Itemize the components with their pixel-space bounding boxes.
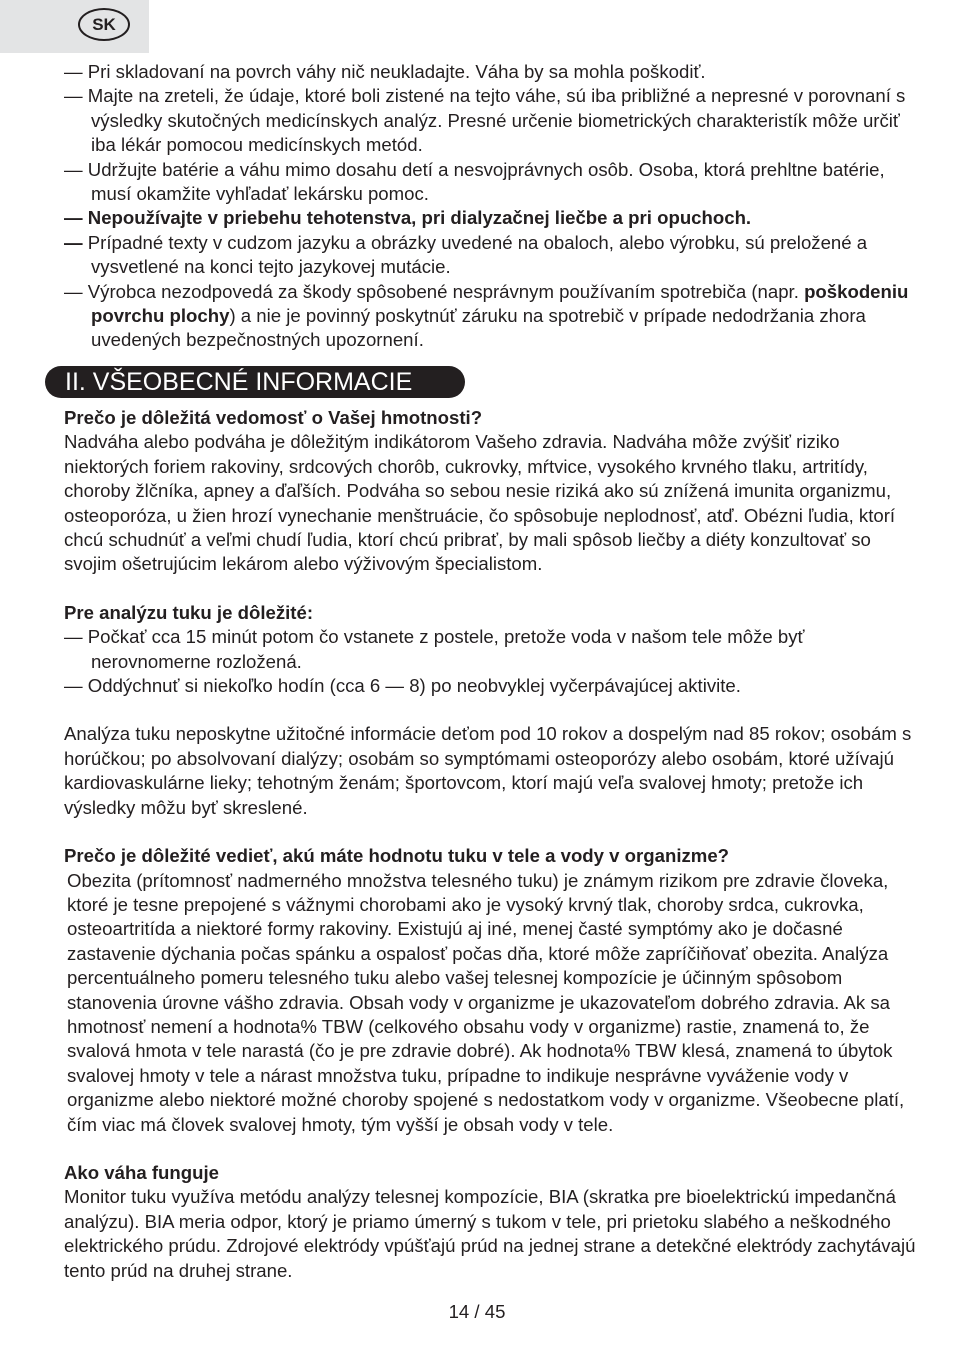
page-number: 14 / 45 [448, 1301, 506, 1322]
bullet-item: — Pri skladovaní na povrch váhy nič neukladajte. Váha by sa mohla poškodiť. [64, 61, 706, 82]
bullet-item: — Majte na zreteli, že údaje, ktoré boli zistené na tejto váhe, sú iba približné a nepresné v porovnaní s výsledky skutočných medicínskych analýz. Presné určenie biometrických charakteristík môže určiť iba lékár pomocou medicínskych metód. [64, 85, 906, 156]
weight-importance-heading: Prečo je dôležitá vedomosť o Vašej hmotnosti? [64, 407, 483, 428]
how-it-works-heading: Ako váha funguje [64, 1161, 219, 1183]
fat-water-heading: Prečo je dôležité vedieť, akú máte hodnotu tuku v tele a vody v organizme? [64, 845, 730, 867]
fat-analysis-note: Analýza tuku neposkytne užitočné informácie deťom pod 10 rokov a dospelým nad 85 rokov; osobám s horúčkou; po absolvovaní dialýzy; osobám so symptómami osteoporózy alebo osobám, ktoré užívajú kardiovaskulárne lieky; tehotným ženám; športovcom, ktorí majú veľa svalovej hmoty; pretože ich výsledky môžu byť skreslené. [64, 723, 912, 818]
bullet-item: — Prípadné texty v cudzom jazyku a obrázky uvedené na obaloch, alebo výrobku, sú preložené a vysvetlené na konci tejto jazykovej mutácie. [64, 231, 868, 278]
bullet-item: — Výrobca nezodpovedá za škody spôsobené nesprávnym používaním spotrebiča (napr. poškodeniu povrchu plochy) a nie je povinný poskytnúť záruku na spotrebič v prípade nedodržania zhora uvedených bezpečnostných upozornení. [64, 280, 909, 351]
weight-importance-body: Nadváha alebo podváha je dôležitým indikátorom Vašeho zdravia. Nadváha môže zvýšiť riziko niektorých foriem rakoviny, srdcových chorôb, cukrovky, mŕtvice, vysokého krvného tlaku, artritídy, choroby žlčníka, apney a ďaľších. Podváha so sebou nesie riziká ako sú znížená imunita organizmu, osteoporóza, u žien hrozí vynechanie menštruácie, čo spôsobuje neplodnosť, atď. Obézni ľudia, ktorí chcú schudnúť a veľmi chudí ľudia, ktorí chcú pribrať, by mali spôsob liečby a diéty konzultovať so svojim ošetrujúcim lekárom alebo výživovým špecialistom. [64, 431, 896, 575]
bullet-item: — Udržujte batérie a váhu mimo dosahu detí a nesvojprávnych osôb. Osoba, ktorá prehltne batérie, musí okamžite vyhľadať lekársku pomoc. [64, 158, 885, 205]
how-it-works-body: Monitor tuku využíva metódu analýzy telesnej kompozície, BIA (skratka pre bioelektrickú impedančná analýzu). BIA meria odpor, ktorý je priamo úmerný s tukom v tele, pri prietoku slabého a neškodného elektrického prúdu. Zdrojové elektródy vpúšťajú prúd na jednej strane a detekčné elektródy zachytávajú tento prúd na druhej strane. [64, 1186, 916, 1281]
language-badge: SK [78, 8, 130, 41]
fat-water-body: Obezita (prítomnosť nadmerného množstva telesného tuku) je známym rizikom pre zdravie človeka, ktoré je tesne prepojené s vážnymi chorobami ako je vysoký krvný tlak, choroby srdca, cukrovka, osteoartritída a niektoré formy rakoviny. Existujú aj iné, menej časté symptómy ako je dočasné zastavenie dýchania počas spánku a ospalosť počas dňa, ktoré môže zapríčiňovať obezita. Analýza percentuálneho pomeru telesného tuku alebo vašej telesnej kompozície je účinným spôsobom stanovenia úrovne vášho zdravia. Obsah vody v organizme je ukazovateľom dobrého zdravia. Ak sa hmotnosť nemení a hodnota% TBW (celkového obsahu vody v organizme) rastie, znamená to, že svalová hmota v tele narastá (čo je pre zdravie dobré). Ak hodnota% TBW klesá, znamená to úbytok svalovej hmoty v tele a nárast množstva tuku, prípadne to indikuje nesprávne vyváženie vody v organizme alebo niektoré možné choroby spojené s nedostatkom vody v organizme. Všeobecne platí, čím viac má človek svalovej hmoty, tým vyšší je obsah vody v tele. [67, 869, 905, 1135]
fat-analysis-item: — Počkať cca 15 minút potom čo vstanete z postele, pretože voda v našom tele môže byť nerovnomerne rozložená. [64, 626, 805, 672]
language-tab [0, 0, 149, 53]
section-title: II. VŠEOBECNÉ INFORMACIE [45, 366, 465, 398]
safety-bullets [64, 60, 924, 353]
bullet-item-bold: — Nepoužívajte v priebehu tehotenstva, pri dialyzačnej liečbe a pri opuchoch. [64, 207, 752, 229]
fat-analysis-item: — Oddýchnuť si niekoľko hodín (cca 6 — 8) po neobvyklej vyčerpávajúcej aktivite. [64, 675, 741, 697]
fat-analysis-heading: Pre analýzu tuku je dôležité: [64, 601, 314, 623]
general-info-content [64, 406, 924, 1283]
